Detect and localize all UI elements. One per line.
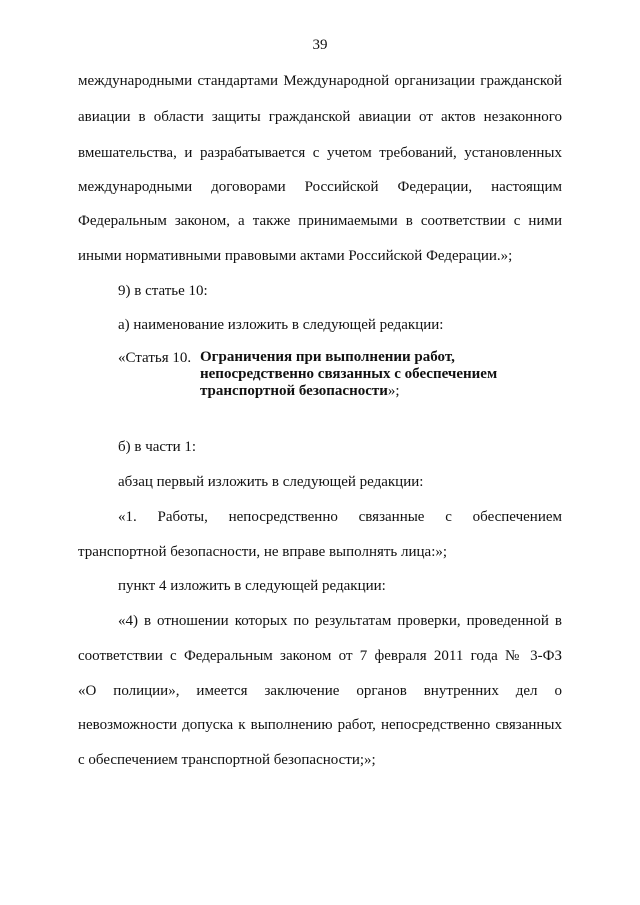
paragraph-line: иными нормативными правовыми актами Российской Федерации.»; [78, 248, 513, 264]
article-title-line: Ограничения при выполнении работ, [200, 349, 455, 365]
quote-4-line: соответствии с Федеральным законом от 7 февраля 2011 года № 3-ФЗ [78, 648, 562, 664]
quote-1-line: транспортной безопасности, не вправе выполнять лица:»; [78, 544, 448, 560]
quote-1-line: «1. Работы, непосредственно связанные с обеспечением [118, 509, 562, 525]
paragraph-line: международными стандартами Международной организации гражданской [78, 73, 562, 89]
article-title-line-text: транспортной безопасности [200, 383, 388, 399]
item-a: а) наименование изложить в следующей редакции: [118, 317, 444, 333]
item-9: 9) в статье 10: [118, 283, 208, 299]
article-title-tail: »; [387, 383, 400, 399]
article-title-line: непосредственно связанных с обеспечением [200, 366, 498, 382]
quote-4-line: «4) в отношении которых по результатам проверки, проведенной в [118, 613, 562, 629]
paragraph-line: Федеральным законом, а также принимаемыми в соответствии с ними [78, 213, 562, 229]
quote-4-line: невозможности допуска к выполнению работ, непосредственно связанных [78, 717, 562, 733]
quote-4-line: «О полиции», имеется заключение органов внутренних дел о [78, 683, 562, 699]
article-prefix: «Статья 10. [118, 350, 192, 366]
abzac-instruction: абзац первый изложить в следующей редакции: [118, 474, 424, 490]
paragraph-line: международными договорами Российской Федерации, настоящим [78, 179, 562, 195]
punkt-4-instruction: пункт 4 изложить в следующей редакции: [118, 578, 386, 594]
paragraph-line: авиации в области защиты гражданской авиации от актов незаконного [78, 109, 562, 125]
quote-4-line: с обеспечением транспортной безопасности;»; [78, 752, 376, 768]
article-title [200, 349, 560, 400]
page-number: 39 [312, 37, 328, 53]
item-b: б) в части 1: [118, 439, 197, 455]
article-title-line-last [200, 383, 560, 400]
paragraph-line: вмешательства, и разрабатывается с учетом требований, установленных [78, 145, 562, 161]
